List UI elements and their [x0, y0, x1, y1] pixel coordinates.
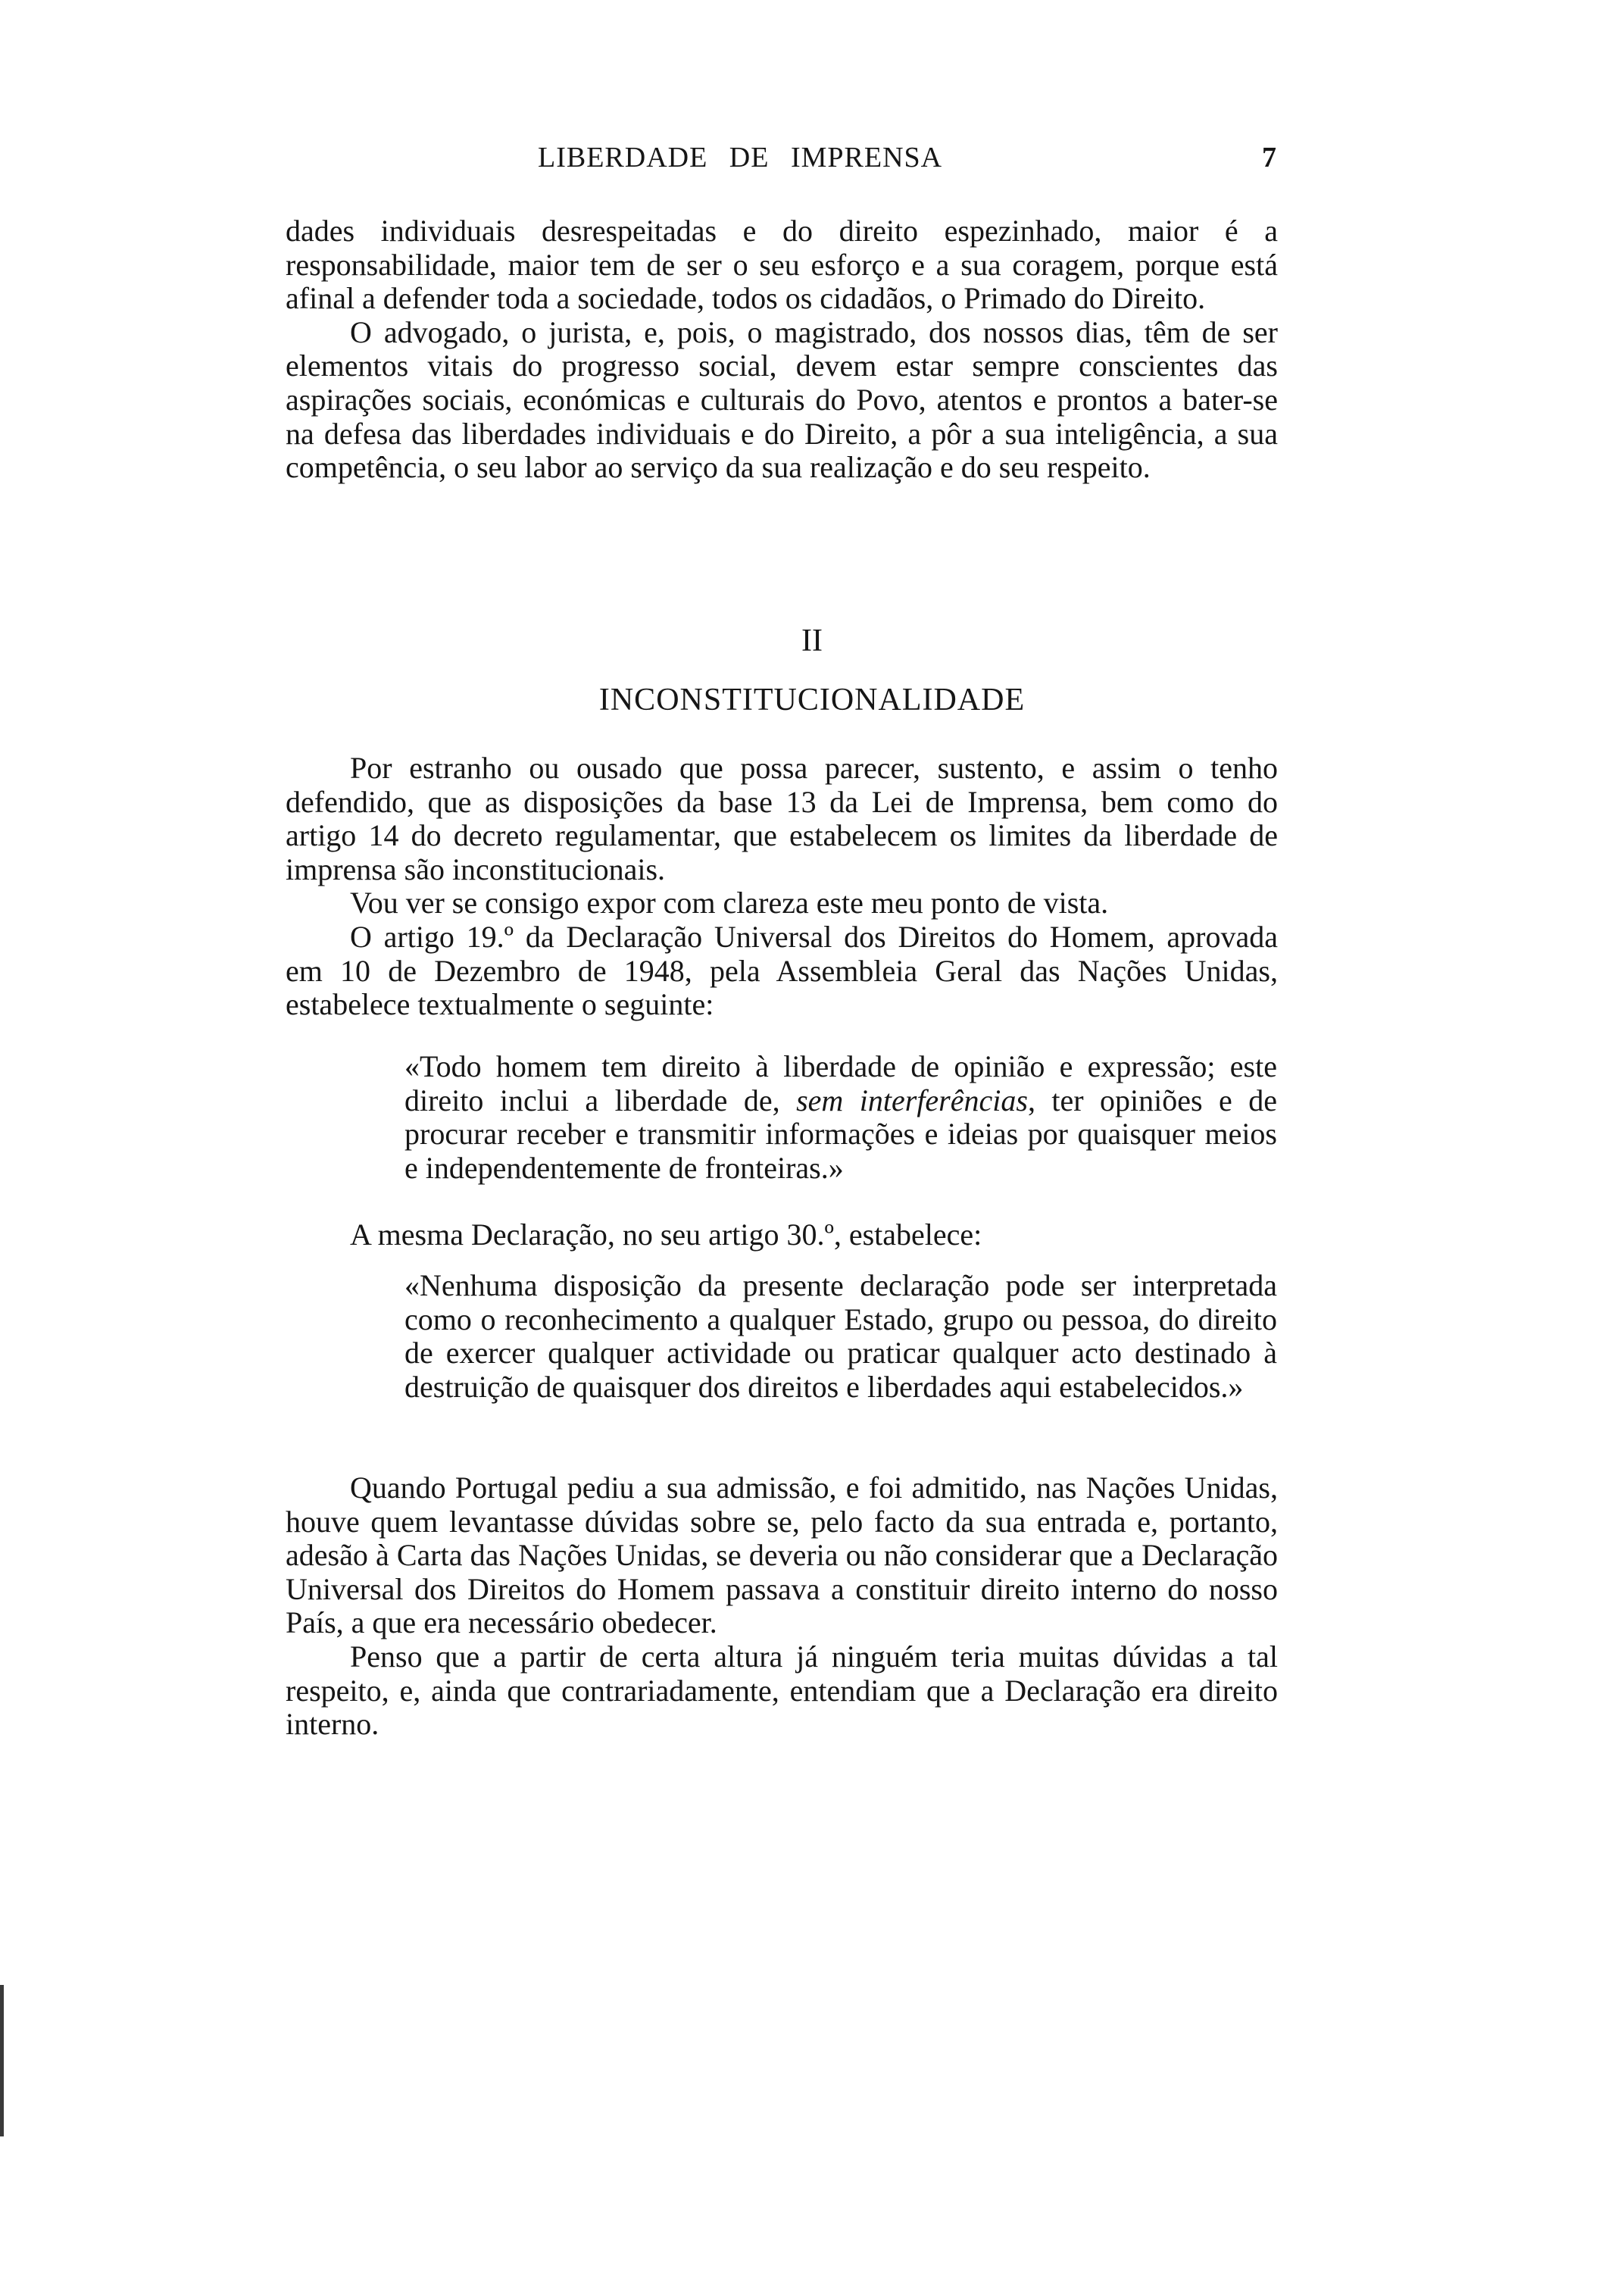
quote-artigo-30: «Nenhuma disposição da presente declaração pode ser interpretada como o reconhecimento a qualquer Estado, grupo ou pessoa, do direito de exercer qualquer actividade ou praticar qualquer acto destinado à destruição de quaisquer dos direitos e liberdades aqui estabelecidos.» [404, 1268, 1277, 1404]
paragraph-artigo-30: A mesma Declaração, no seu artigo 30.º, estabelece: [350, 1217, 982, 1252]
section-number: II [801, 624, 823, 658]
quote1-emphasis: sem interferências [796, 1083, 1028, 1117]
paragraph-artigo-19: O artigo 19.º da Declaração Universal dos Direitos do Homem, aprovada em 10 de Dezembro de 1948, pela Assembleia Geral das Nações Unidas, estabelece textualmente o seguinte: [286, 919, 1278, 1022]
paragraph-advogado: O advogado, o jurista, e, pois, o magistrado, dos nossos dias, têm de ser elementos vitais do progresso social, devem estar sempre conscientes das aspirações sociais, económicas e culturais do Povo, atentos e prontos a bater-se na defesa das liberdades individuais e do Direito, a pôr a sua inteligência, a sua competência, o seu labor ao serviço da sua realização e do seu respeito. [286, 314, 1278, 485]
page-number: 7 [1262, 142, 1276, 173]
opening-paragraphs [286, 214, 1278, 485]
running-head [288, 141, 1276, 179]
quote1-text-b: , ter opiniões e de procurar receber e transmitir informações e ideias por quaisquer meios e independentemente de fronteiras.» [404, 1083, 1278, 1185]
paragraph-penso: Penso que a partir de certa altura já ninguém teria muitas dúvidas a tal respeito, e, ainda que contrariadamente, entendiam que a Declaração era direito interno. [286, 1639, 1278, 1742]
paragraph-continuation: dades individuais desrespeitadas e do direito espezinhado, maior é a responsabilidade, maior tem de ser o seu esforço e a sua coragem, porque está afinal a defender toda a sociedade, todos os cidadãos, o Primado do Direito. [286, 214, 1278, 316]
paragraph-estranho: Por estranho ou ousado que possa parecer, sustento, e assim o tenho defendido, que as disposições da base 13 da Lei de Imprensa, bem como do artigo 14 do decreto regulamentar, que estabelecem os limites da liberdade de imprensa são inconstitucionais. [286, 751, 1278, 886]
scan-edge-mark [0, 1985, 4, 2136]
section-intro [286, 752, 1278, 1022]
section-title: INCONSTITUCIONALIDADE [598, 683, 1026, 717]
running-title: LIBERDADE DE IMPRENSA [538, 142, 943, 173]
closing-paragraphs [286, 1471, 1278, 1742]
quote-artigo-19 [404, 1050, 1277, 1185]
quote1-text-a: «Todo homem tem direito à liberdade de opinião e expressão; este direito inclui a liberdade de, [404, 1049, 1277, 1117]
artigo-30-intro [286, 1218, 1278, 1252]
paragraph-portugal: Quando Portugal pediu a sua admissão, e foi admitido, nas Nações Unidas, houve quem levantasse dúvidas sobre se, pelo facto da sua entrada e, portanto, adesão à Carta das Nações Unidas, se deveria ou não considerar que a Declaração Universal dos Direitos do Homem passava a constituir direito interno do nosso País, a que era necessário obedecer. [286, 1471, 1278, 1640]
paragraph-vou-ver: Vou ver se consigo expor com clareza este meu ponto de vista. [350, 886, 1109, 920]
